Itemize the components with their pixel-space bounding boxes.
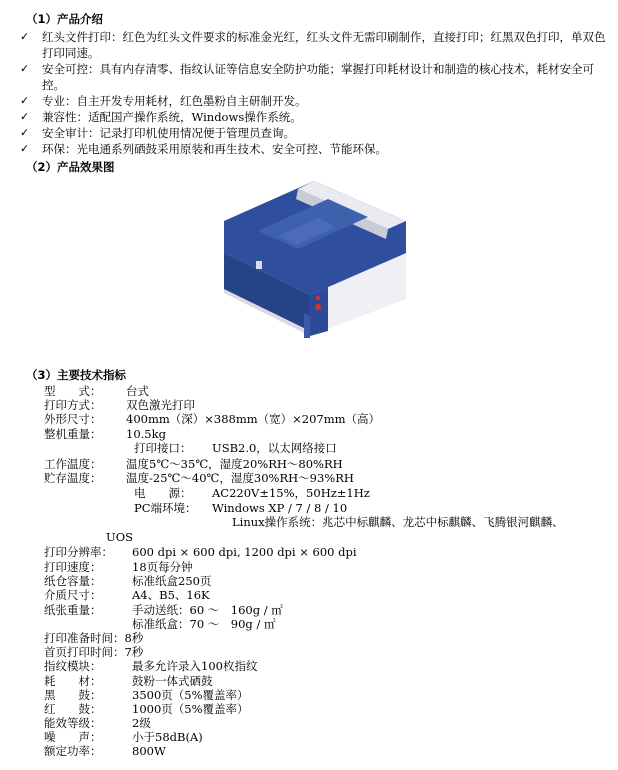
spec-value-energy: 2级 — [132, 716, 151, 730]
spec-label-energy: 能效等级： — [44, 716, 102, 730]
section-title-intro: （1）产品介绍 — [26, 12, 104, 26]
section-title-specs: （3）主要技术指标 — [26, 368, 127, 382]
spec-label-first-page: 首页打印时间：7秒 — [44, 645, 144, 659]
check-icon: ✓ — [20, 30, 30, 43]
spec-value-uos: UOS — [106, 530, 133, 544]
spec-value-consumable: 鼓粉一体式硒鼓 — [132, 674, 213, 688]
spec-label-work-temp: 工作温度： — [44, 457, 102, 471]
spec-value-power: AC220V±15%，50Hz±1Hz — [212, 486, 370, 500]
check-icon: ✓ — [20, 110, 30, 123]
check-icon: ✓ — [20, 62, 30, 75]
spec-label-speed: 打印速度： — [44, 560, 102, 574]
spec-label-port: 打印接口： — [134, 441, 192, 455]
bullet-red-header-print: 红头文件打印：红色为红头文件要求的标准金光红，红头文件无需印刷制作，直接打印；红黑双色打印，单双色打印同速。 — [42, 30, 606, 60]
spec-value-first-page: 7秒 — [124, 645, 144, 659]
bullet-eco: 环保：光电通系列硒鼓采用原装和再生技术、安全可控、节能环保。 — [42, 142, 387, 156]
spec-value-tray: 标准纸盒250页 — [132, 574, 212, 588]
spec-value-method: 双色激光打印 — [126, 398, 195, 412]
spec-value-resolution: 600 dpi × 600 dpi, 1200 dpi × 600 dpi — [132, 545, 357, 559]
spec-label-rated-power: 额定功率： — [44, 744, 102, 758]
spec-value-paper-weight-tray: 标准纸盒：70 ～ 90g / ㎡ — [132, 617, 276, 631]
check-icon: ✓ — [20, 142, 30, 155]
spec-label-resolution: 打印分辨率： — [44, 545, 113, 559]
spec-value-type: 台式 — [126, 384, 149, 398]
spec-label-tray: 纸仓容量： — [44, 574, 102, 588]
spec-label-black-drum: 黑 鼓： — [44, 688, 102, 702]
bullet-audit: 安全审计：记录打印机使用情况便于管理员查询。 — [42, 126, 295, 140]
spec-label-method: 打印方式： — [44, 398, 102, 412]
bullet-professional: 专业：自主开发专用耗材，红色墨粉自主研制开发。 — [42, 94, 307, 108]
printer-image — [218, 181, 410, 338]
spec-label-consumable: 耗 材： — [44, 674, 102, 688]
spec-value-noise: 小于58dB(A) — [132, 730, 203, 744]
spec-value-pc: Windows XP / 7 / 8 / 10 — [212, 501, 348, 515]
spec-value-media: A4、B5、16K — [132, 588, 210, 602]
spec-value-work-temp: 温度5℃～35℃，湿度20%RH～80%RH — [126, 457, 343, 471]
spec-label-fingerprint: 指纹模块： — [44, 659, 102, 673]
spec-label-size: 外形尺寸： — [44, 412, 102, 426]
spec-label-prep-time: 打印准备时间：8秒 — [44, 631, 144, 645]
spec-label-red-drum: 红 鼓： — [44, 702, 102, 716]
section-title-image: （2）产品效果图 — [26, 160, 115, 174]
spec-value-prep-time: 8秒 — [124, 631, 144, 645]
spec-label-media: 介质尺寸： — [44, 588, 102, 602]
spec-label-store-temp: 贮存温度： — [44, 471, 102, 485]
spec-value-speed: 18页每分钟 — [132, 560, 193, 574]
spec-value-red-drum: 1000页（5%覆盖率） — [132, 702, 249, 716]
spec-value-linux: Linux操作系统：兆芯中标麒麟、龙芯中标麒麟、飞腾银河麒麟、 — [232, 515, 564, 529]
spec-value-weight: 10.5kg — [126, 427, 166, 441]
spec-value-size: 400mm（深）×388mm（宽）×207mm（高） — [126, 412, 381, 426]
spec-label-noise: 噪 声： — [44, 730, 102, 744]
spec-value-store-temp: 温度-25℃～40℃，湿度30%RH～93%RH — [126, 471, 354, 485]
bullet-security: 安全可控：具有内存清零、指纹认证等信息安全防护功能；掌握打印耗材设计和制造的核心技术，耗材安全可控。 — [42, 62, 594, 92]
spec-label-weight: 整机重量： — [44, 427, 102, 441]
spec-label-type: 型 式： — [44, 384, 102, 398]
bullet-compatibility: 兼容性：适配国产操作系统，Windows操作系统。 — [42, 110, 302, 124]
spec-value-paper-weight-manual: 手动送纸：60 ～ 160g / ㎡ — [132, 603, 283, 617]
check-icon: ✓ — [20, 126, 30, 139]
spec-label-power: 电 源： — [134, 486, 192, 500]
spec-value-rated-power: 800W — [132, 744, 166, 758]
spec-label-pc: PC端环境： — [134, 501, 197, 515]
spec-value-black-drum: 3500页（5%覆盖率） — [132, 688, 249, 702]
check-icon: ✓ — [20, 94, 30, 107]
spec-value-port: USB2.0，以太网络接口 — [212, 441, 337, 455]
spec-value-fingerprint: 最多允许录入100枚指纹 — [132, 659, 258, 673]
spec-label-paper-weight: 纸张重量： — [44, 603, 102, 617]
